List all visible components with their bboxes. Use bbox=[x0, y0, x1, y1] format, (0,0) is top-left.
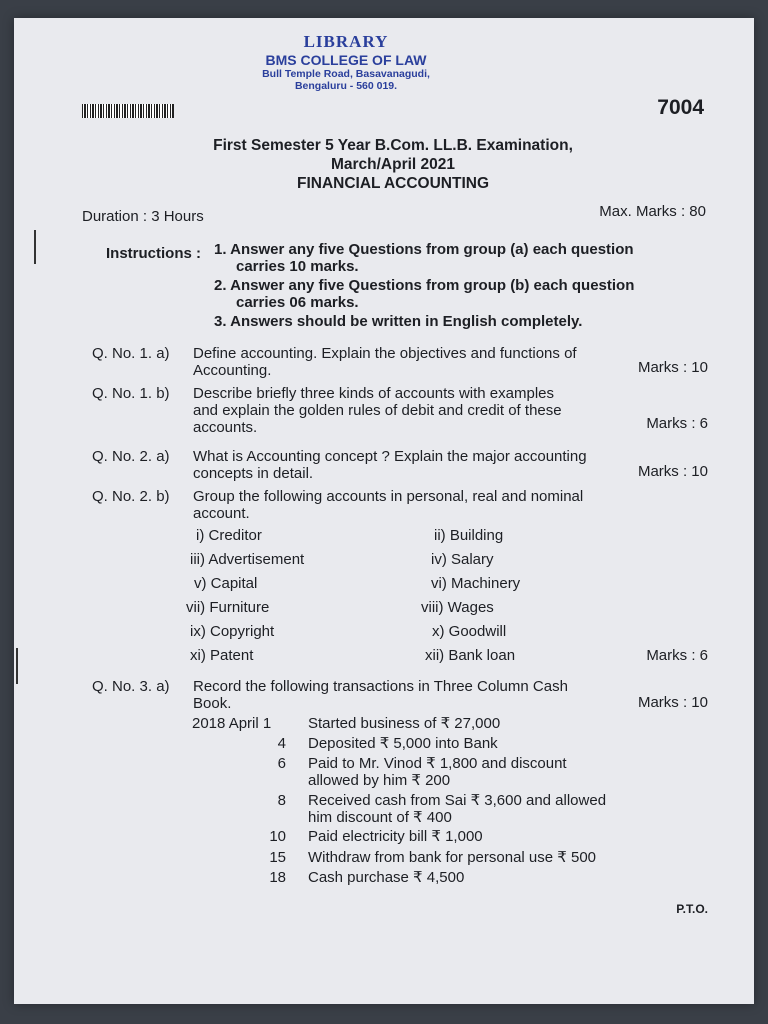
list-item: x) Goodwill bbox=[432, 623, 507, 640]
question-text bbox=[193, 488, 633, 522]
transaction-row bbox=[192, 735, 498, 752]
transaction-text: Withdraw from bank for personal use ₹ 500 bbox=[308, 849, 597, 866]
transaction-date: 4 bbox=[277, 735, 286, 752]
question-label: Q. No. 1. b) bbox=[92, 385, 170, 402]
question-line: What is Accounting concept ? Explain the major accounting bbox=[193, 448, 587, 465]
transaction-text-cont: him discount of ₹ 400 bbox=[308, 809, 452, 826]
list-item: xii) Bank loan bbox=[425, 647, 516, 664]
instruction-text: Answer any five Questions from group (b) each question bbox=[230, 277, 635, 294]
transaction-text-cont: allowed by him ₹ 200 bbox=[308, 772, 451, 789]
instruction-1 bbox=[214, 241, 694, 275]
instruction-text-cont: carries 10 marks. bbox=[236, 258, 359, 275]
instruction-3 bbox=[214, 313, 694, 330]
question-line: accounts. bbox=[193, 419, 258, 436]
transaction-date: 15 bbox=[269, 849, 286, 866]
question-marks: Marks : 10 bbox=[637, 359, 708, 376]
instruction-text: Answer any five Questions from group (a) each question bbox=[230, 241, 634, 258]
max-marks: Max. Marks : 80 bbox=[599, 203, 706, 220]
transaction-date: 6 bbox=[277, 755, 286, 772]
subject-title: FINANCIAL ACCOUNTING bbox=[296, 175, 490, 192]
transaction-row bbox=[192, 792, 606, 826]
instruction-text-cont: carries 06 marks. bbox=[236, 294, 359, 311]
transaction-text: Cash purchase ₹ 4,500 bbox=[308, 869, 465, 886]
list-item: vii) Furniture bbox=[186, 599, 270, 616]
barcode bbox=[82, 104, 174, 118]
exam-session: March/April 2021 bbox=[330, 156, 456, 173]
question-line: concepts in detail. bbox=[193, 465, 314, 482]
instruction-text: Answers should be written in English completely. bbox=[230, 313, 583, 330]
transaction-date: 2018 April 1 bbox=[192, 715, 272, 732]
transaction-text: Started business of ₹ 27,000 bbox=[308, 715, 501, 732]
question-line: and explain the golden rules of debit and credit of these bbox=[193, 402, 562, 419]
question-label: Q. No. 2. b) bbox=[92, 488, 170, 505]
list-item: ix) Copyright bbox=[190, 623, 275, 640]
question-marks: Marks : 10 bbox=[637, 694, 708, 711]
page-turn-note: P.T.O. bbox=[676, 902, 708, 916]
transaction-date: 18 bbox=[269, 869, 286, 886]
list-item: iii) Advertisement bbox=[190, 551, 305, 568]
accounts-list-left bbox=[186, 524, 305, 668]
stamp-address: Bull Temple Road, Basavanagudi, bbox=[262, 68, 430, 80]
instruction-num: 3. bbox=[214, 313, 227, 330]
stamp-college: BMS COLLEGE OF LAW bbox=[265, 52, 427, 68]
question-line: Group the following accounts in personal, real and nominal bbox=[193, 488, 584, 505]
question-label: Q. No. 2. a) bbox=[92, 448, 170, 465]
accounts-list-right bbox=[421, 524, 521, 668]
transaction-row bbox=[192, 755, 567, 789]
margin-mark bbox=[34, 230, 36, 264]
question-line: account. bbox=[193, 505, 250, 522]
question-label: Q. No. 3. a) bbox=[92, 678, 170, 695]
question-marks: Marks : 10 bbox=[637, 463, 708, 480]
exam-title: First Semester 5 Year B.Com. LL.B. Examination, bbox=[213, 137, 573, 154]
transaction-row bbox=[192, 828, 483, 845]
question-line: Book. bbox=[193, 695, 232, 712]
margin-mark bbox=[16, 648, 18, 684]
instruction-num: 2. bbox=[214, 277, 227, 294]
question-text bbox=[193, 448, 633, 482]
transaction-text: Received cash from Sai ₹ 3,600 and allowed bbox=[308, 792, 607, 809]
paper-code: 7004 bbox=[657, 96, 704, 119]
transaction-row bbox=[192, 869, 464, 886]
list-item: ii) Building bbox=[434, 527, 504, 544]
instruction-num: 1. bbox=[214, 241, 227, 258]
transaction-text: Paid electricity bill ₹ 1,000 bbox=[308, 828, 483, 845]
stamp-library: LIBRARY bbox=[303, 32, 389, 51]
question-marks: Marks : 6 bbox=[646, 647, 708, 664]
list-item: iv) Salary bbox=[431, 551, 494, 568]
question-label: Q. No. 1. a) bbox=[92, 345, 170, 362]
library-stamp bbox=[246, 32, 446, 92]
list-item: v) Capital bbox=[194, 575, 258, 592]
list-item: i) Creditor bbox=[196, 527, 262, 544]
instructions-label: Instructions : bbox=[106, 245, 202, 262]
question-text bbox=[193, 385, 633, 436]
list-item: xi) Patent bbox=[190, 647, 254, 664]
transaction-row bbox=[192, 849, 596, 866]
list-item: vi) Machinery bbox=[431, 575, 521, 592]
transaction-date: 10 bbox=[269, 828, 286, 845]
transaction-row bbox=[192, 715, 500, 732]
question-line: Define accounting. Explain the objectives and functions of bbox=[193, 345, 577, 362]
exam-header bbox=[14, 136, 768, 193]
duration: Duration : 3 Hours bbox=[82, 208, 204, 225]
question-line: Describe briefly three kinds of accounts with examples bbox=[193, 385, 554, 402]
instruction-2 bbox=[214, 277, 694, 311]
question-text bbox=[193, 678, 633, 712]
transaction-text: Paid to Mr. Vinod ₹ 1,800 and discount bbox=[308, 755, 567, 772]
stamp-city: Bengaluru - 560 019. bbox=[294, 80, 398, 92]
question-marks: Marks : 6 bbox=[646, 415, 708, 432]
exam-paper bbox=[14, 18, 754, 1004]
question-line: Accounting. bbox=[193, 362, 272, 379]
question-line: Record the following transactions in Three Column Cash bbox=[193, 678, 568, 695]
list-item: viii) Wages bbox=[421, 599, 494, 616]
transaction-text: Deposited ₹ 5,000 into Bank bbox=[308, 735, 498, 752]
transaction-date: 8 bbox=[277, 792, 286, 809]
question-text bbox=[193, 345, 633, 379]
